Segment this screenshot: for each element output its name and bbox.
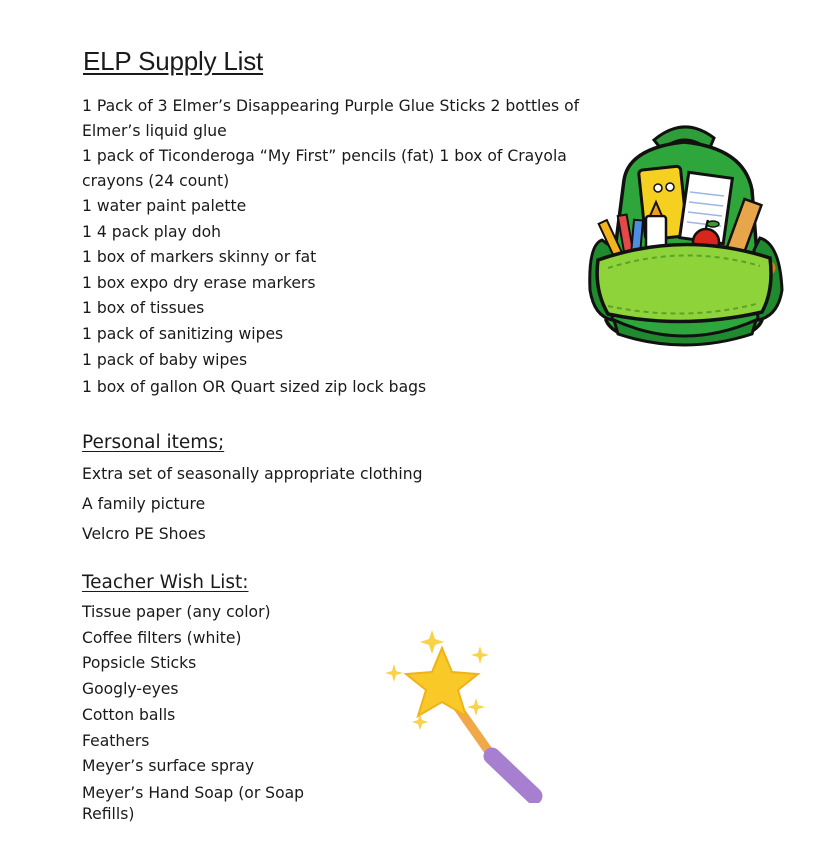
backpack-icon — [584, 120, 789, 360]
list-item: 1 box of markers skinny or fat — [82, 248, 317, 267]
list-item: Feathers — [82, 731, 150, 750]
magic-wand-icon — [384, 628, 549, 803]
list-item: 1 box of gallon OR Quart sized zip lock bags — [82, 378, 427, 397]
list-item: Meyer’s surface spray — [82, 757, 255, 776]
teacher-wish-list — [82, 600, 332, 825]
list-item: Meyer’s Hand Soap (or Soap Refills) — [82, 783, 305, 823]
page-title: ELP Supply List — [83, 46, 264, 76]
list-item: 1 4 pack play doh — [82, 222, 222, 241]
list-item: 1 pack of sanitizing wipes — [82, 324, 284, 343]
personal-items-list — [82, 459, 423, 549]
list-item: 1 pack of baby wipes — [82, 350, 248, 369]
list-item: Extra set of seasonally appropriate clothing — [82, 465, 423, 483]
list-item: 1 box expo dry erase markers — [82, 273, 316, 292]
list-item: 1 Pack of 3 Elmer’s Disappearing Purple Glue Sticks 2 bottles of Elmer’s liquid glue — [82, 97, 580, 140]
teacher-wish-list-heading: Teacher Wish List: — [82, 572, 249, 593]
list-item: 1 box of tissues — [82, 299, 205, 318]
list-item: 1 water paint palette — [82, 197, 247, 215]
list-item: Tissue paper (any color) — [82, 603, 271, 621]
list-item: Cotton balls — [82, 705, 176, 724]
list-item: Popsicle Sticks — [82, 654, 197, 673]
personal-items-heading: Personal items; — [82, 432, 225, 453]
list-item: Googly-eyes — [82, 680, 179, 699]
list-item: 1 pack of Ticonderoga “My First” pencils (fat) 1 box of Crayola crayons (24 count) — [82, 147, 567, 190]
list-item: A family picture — [82, 495, 206, 513]
supply-list — [82, 94, 602, 402]
list-item: Coffee filters (white) — [82, 628, 242, 647]
list-item: Velcro PE Shoes — [82, 525, 206, 543]
